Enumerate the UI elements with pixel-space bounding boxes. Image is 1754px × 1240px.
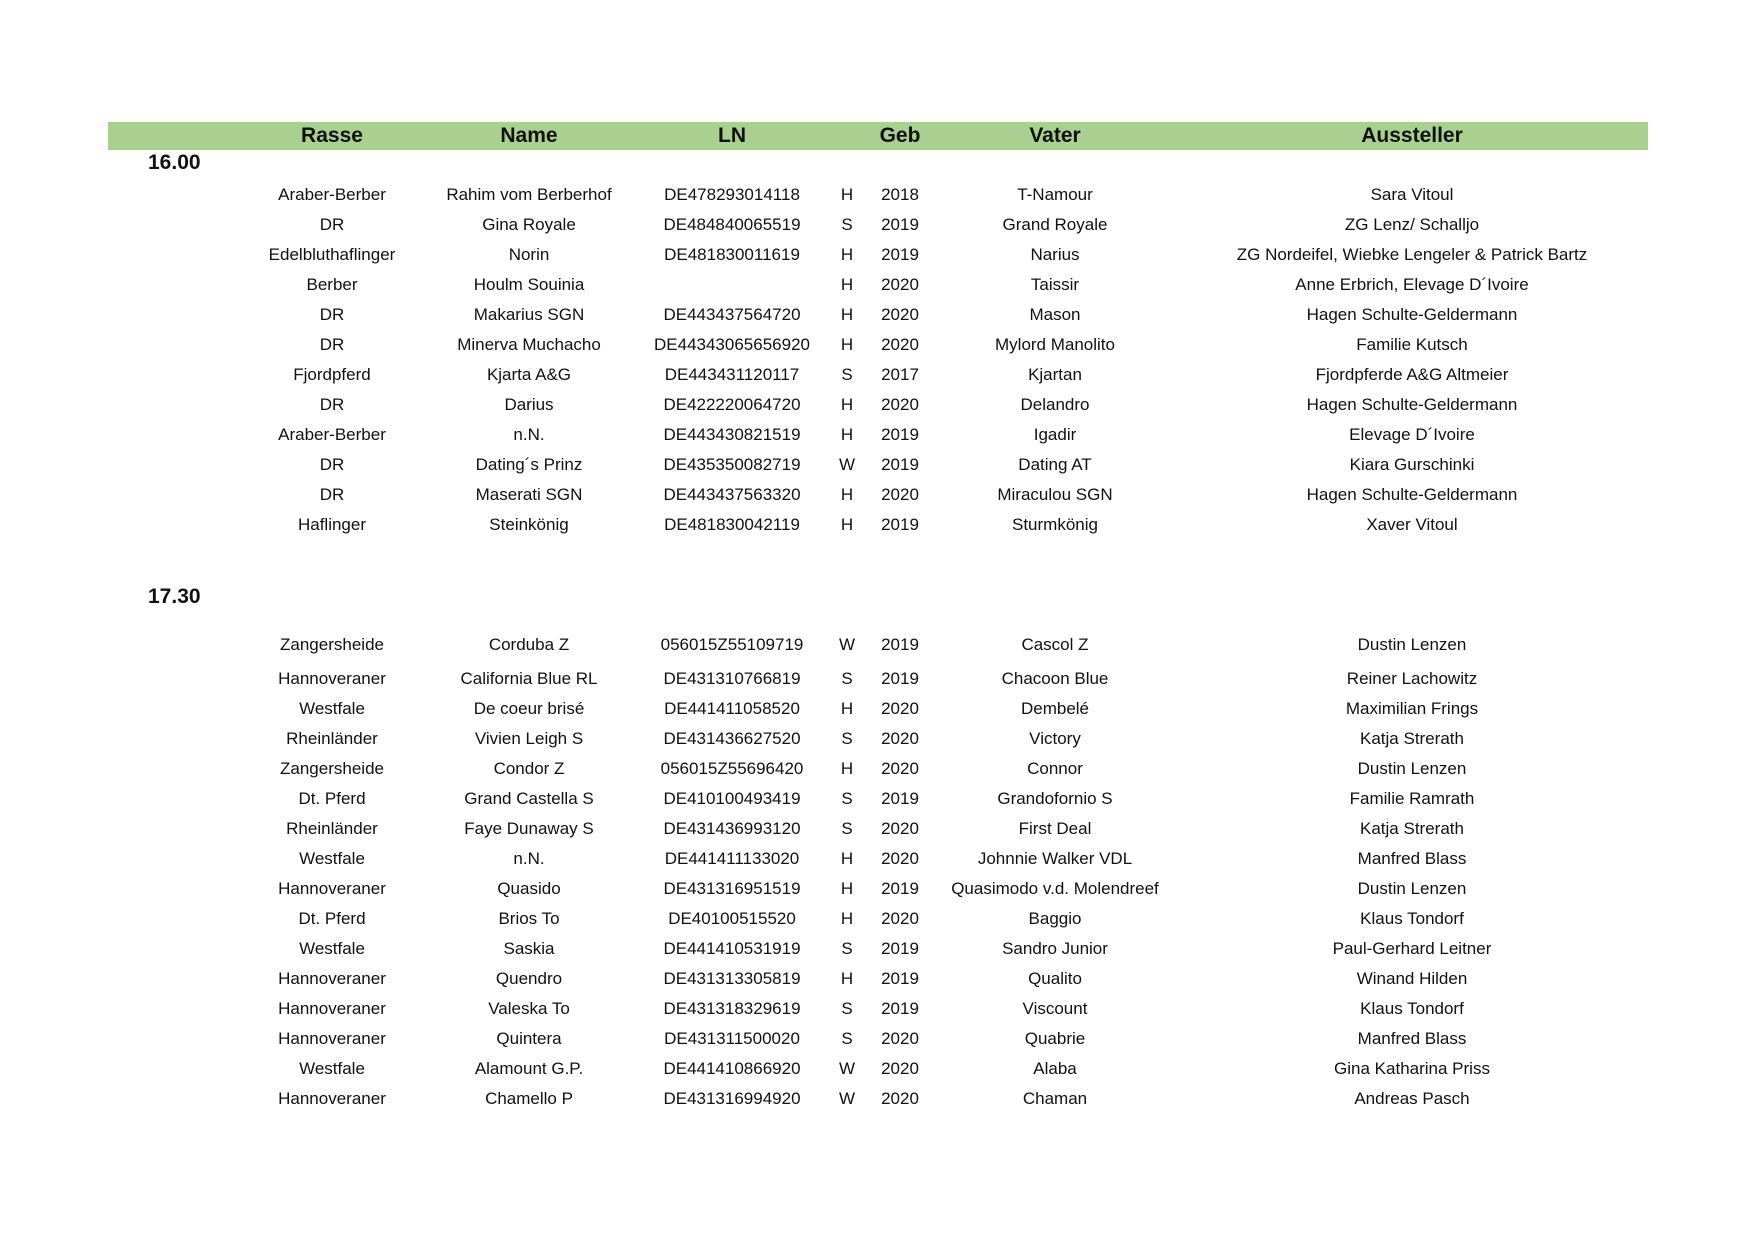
table-row bbox=[0, 904, 1754, 934]
cell-geb: 2019 bbox=[881, 215, 919, 234]
header-name: Name bbox=[500, 124, 558, 147]
cell-ln: DE443437564720 bbox=[663, 305, 801, 324]
cell-aussteller: Paul-Gerhard Leitner bbox=[1332, 939, 1492, 958]
cell-ln: DE441411133020 bbox=[664, 849, 800, 868]
cell-sex: S bbox=[841, 1029, 853, 1048]
cell-rasse: DR bbox=[319, 455, 345, 474]
cell-geb: 2019 bbox=[881, 969, 919, 988]
table-row bbox=[0, 814, 1754, 844]
cell-sex: H bbox=[840, 335, 854, 354]
cell-geb: 2020 bbox=[881, 909, 919, 928]
cell-aussteller: Klaus Tondorf bbox=[1360, 999, 1464, 1018]
cell-sex: W bbox=[838, 635, 856, 654]
table-row bbox=[0, 210, 1754, 240]
cell-ln: DE431311500020 bbox=[664, 1029, 800, 1048]
cell-sex: H bbox=[840, 515, 854, 534]
cell-rasse: Hannoveraner bbox=[278, 969, 386, 988]
cell-geb: 2019 bbox=[881, 879, 919, 898]
cell-geb: 2019 bbox=[881, 635, 919, 654]
cell-aussteller: Reiner Lachowitz bbox=[1346, 669, 1478, 688]
cell-rasse: Araber-Berber bbox=[278, 425, 386, 444]
cell-rasse: Hannoveraner bbox=[278, 999, 386, 1018]
cell-vater: Dembelé bbox=[1020, 699, 1090, 718]
cell-aussteller: Maximilian Frings bbox=[1345, 699, 1479, 718]
cell-geb: 2018 bbox=[881, 185, 919, 204]
cell-sex: H bbox=[840, 185, 854, 204]
table-row bbox=[0, 360, 1754, 390]
cell-sex: S bbox=[841, 669, 853, 688]
cell-aussteller: Hagen Schulte-Geldermann bbox=[1306, 395, 1518, 414]
cell-vater: Victory bbox=[1029, 729, 1081, 748]
cell-rasse: Hannoveraner bbox=[278, 669, 386, 688]
cell-ln: DE484840065519 bbox=[663, 215, 801, 234]
cell-ln: DE481830042119 bbox=[664, 515, 800, 534]
cell-vater: Mylord Manolito bbox=[995, 335, 1115, 354]
cell-ln: DE44343065656920 bbox=[654, 335, 810, 354]
cell-vater: Delandro bbox=[1020, 395, 1090, 414]
cell-name: Dating´s Prinz bbox=[475, 455, 583, 474]
cell-ln: DE441411058520 bbox=[664, 699, 800, 718]
cell-vater: Baggio bbox=[1028, 909, 1082, 928]
cell-name: Chamello P bbox=[485, 1089, 573, 1108]
cell-sex: H bbox=[840, 699, 854, 718]
cell-ln: 056015Z55109719 bbox=[660, 635, 804, 654]
cell-rasse: DR bbox=[319, 305, 345, 324]
cell-sex: H bbox=[840, 275, 854, 294]
table-row bbox=[0, 480, 1754, 510]
cell-sex: H bbox=[840, 395, 854, 414]
cell-ln: DE431316994920 bbox=[663, 1089, 801, 1108]
cell-name: Gina Royale bbox=[482, 215, 576, 234]
cell-ln: DE40100515520 bbox=[668, 909, 796, 928]
cell-geb: 2020 bbox=[881, 1089, 919, 1108]
cell-name: California Blue RL bbox=[460, 669, 598, 688]
cell-rasse: Hannoveraner bbox=[278, 1089, 386, 1108]
table-header bbox=[108, 122, 1648, 150]
table-row bbox=[0, 934, 1754, 964]
cell-name: Valeska To bbox=[488, 999, 570, 1018]
cell-rasse: Westfale bbox=[299, 939, 365, 958]
cell-sex: S bbox=[841, 215, 853, 234]
table-row bbox=[0, 330, 1754, 360]
cell-geb: 2020 bbox=[881, 485, 919, 504]
cell-name: Quendro bbox=[495, 969, 563, 988]
cell-vater: Chacoon Blue bbox=[1001, 669, 1109, 688]
cell-vater: Quabrie bbox=[1024, 1029, 1086, 1048]
cell-name: Quasido bbox=[497, 879, 561, 898]
cell-rasse: Westfale bbox=[299, 699, 365, 718]
cell-name: Vivien Leigh S bbox=[474, 729, 584, 748]
cell-rasse: Haflinger bbox=[297, 515, 367, 534]
table-row bbox=[0, 390, 1754, 420]
cell-sex: H bbox=[840, 849, 854, 868]
cell-ln: DE431310766819 bbox=[663, 669, 801, 688]
table-row bbox=[0, 784, 1754, 814]
cell-rasse: Zangersheide bbox=[280, 759, 384, 778]
header-geb: Geb bbox=[879, 124, 921, 147]
cell-sex: S bbox=[841, 819, 853, 838]
header-aussteller: Aussteller bbox=[1361, 124, 1463, 147]
cell-ln: DE441410531919 bbox=[663, 939, 801, 958]
cell-vater: Connor bbox=[1027, 759, 1083, 778]
header-ln: LN bbox=[718, 124, 746, 147]
cell-name: Alamount G.P. bbox=[474, 1059, 584, 1078]
cell-rasse: Araber-Berber bbox=[278, 185, 386, 204]
cell-name: Saskia bbox=[503, 939, 555, 958]
cell-name: Minerva Muchacho bbox=[457, 335, 601, 354]
cell-ln: DE435350082719 bbox=[663, 455, 801, 474]
table-row bbox=[0, 724, 1754, 754]
cell-rasse: DR bbox=[319, 485, 345, 504]
cell-vater: First Deal bbox=[1018, 819, 1092, 838]
cell-geb: 2020 bbox=[881, 849, 919, 868]
table-row bbox=[0, 1024, 1754, 1054]
cell-ln: DE431313305819 bbox=[663, 969, 801, 988]
cell-name: De coeur brisé bbox=[473, 699, 585, 718]
cell-name: Kjarta A&G bbox=[486, 365, 572, 384]
cell-vater: Mason bbox=[1029, 305, 1081, 324]
cell-aussteller: Klaus Tondorf bbox=[1360, 909, 1464, 928]
cell-ln: DE431316951519 bbox=[663, 879, 801, 898]
cell-geb: 2019 bbox=[881, 455, 919, 474]
cell-sex: S bbox=[841, 999, 853, 1018]
cell-vater: Quasimodo v.d. Molendreef bbox=[951, 879, 1159, 898]
cell-geb: 2020 bbox=[881, 759, 919, 778]
cell-vater: Sturmkönig bbox=[1012, 515, 1098, 534]
cell-rasse: Westfale bbox=[299, 849, 365, 868]
cell-ln: 056015Z55696420 bbox=[660, 759, 804, 778]
cell-geb: 2019 bbox=[881, 245, 919, 264]
cell-sex: W bbox=[838, 1089, 856, 1108]
cell-name: Houlm Souinia bbox=[473, 275, 585, 294]
cell-ln bbox=[630, 270, 834, 300]
cell-aussteller: Sara Vitoul bbox=[1370, 185, 1454, 204]
cell-rasse: Dt. Pferd bbox=[298, 909, 366, 928]
cell-sex: H bbox=[840, 909, 854, 928]
cell-name: n.N. bbox=[513, 849, 545, 868]
cell-rasse: Hannoveraner bbox=[278, 1029, 386, 1048]
cell-rasse: DR bbox=[319, 395, 345, 414]
table-row bbox=[0, 1054, 1754, 1084]
cell-vater: Johnnie Walker VDL bbox=[977, 849, 1133, 868]
cell-sex: H bbox=[840, 759, 854, 778]
cell-vater: Taissir bbox=[1030, 275, 1080, 294]
cell-geb: 2019 bbox=[881, 425, 919, 444]
cell-ln: DE478293014118 bbox=[664, 185, 800, 204]
cell-vater: Narius bbox=[1030, 245, 1080, 264]
cell-aussteller: Manfred Blass bbox=[1357, 849, 1467, 868]
cell-aussteller: Katja Strerath bbox=[1360, 819, 1464, 838]
cell-name: n.N. bbox=[513, 425, 545, 444]
cell-geb: 2020 bbox=[881, 335, 919, 354]
table-row bbox=[0, 694, 1754, 724]
cell-sex: H bbox=[840, 305, 854, 324]
cell-geb: 2020 bbox=[881, 1029, 919, 1048]
cell-rasse: Zangersheide bbox=[280, 635, 384, 654]
cell-aussteller: ZG Lenz/ Schalljo bbox=[1344, 215, 1480, 234]
table-row bbox=[0, 450, 1754, 480]
cell-vater: Kjartan bbox=[1028, 365, 1082, 384]
cell-aussteller: Dustin Lenzen bbox=[1357, 759, 1467, 778]
table-row bbox=[0, 964, 1754, 994]
cell-geb: 2020 bbox=[881, 275, 919, 294]
cell-sex: S bbox=[841, 789, 853, 808]
cell-ln: DE443437563320 bbox=[663, 485, 801, 504]
cell-ln: DE481830011619 bbox=[664, 245, 800, 264]
table-row bbox=[0, 270, 1754, 300]
cell-vater: Alaba bbox=[1033, 1059, 1077, 1078]
cell-ln: DE443430821519 bbox=[663, 425, 801, 444]
table-row bbox=[0, 630, 1754, 660]
cell-rasse: Edelbluthaflinger bbox=[268, 245, 396, 264]
cell-name: Corduba Z bbox=[488, 635, 570, 654]
cell-name: Brios To bbox=[498, 909, 560, 928]
cell-name: Steinkönig bbox=[489, 515, 569, 534]
cell-geb: 2020 bbox=[881, 395, 919, 414]
time-slot-label: 16.00 bbox=[148, 151, 201, 174]
time-slot-label: 17.30 bbox=[148, 585, 201, 608]
cell-aussteller: Xaver Vitoul bbox=[1366, 515, 1458, 534]
cell-geb: 2019 bbox=[881, 999, 919, 1018]
cell-aussteller: Familie Ramrath bbox=[1349, 789, 1475, 808]
cell-aussteller: Kiara Gurschinki bbox=[1349, 455, 1475, 474]
cell-geb: 2019 bbox=[881, 669, 919, 688]
cell-sex: H bbox=[840, 485, 854, 504]
cell-aussteller: Hagen Schulte-Geldermann bbox=[1306, 305, 1518, 324]
cell-vater: Viscount bbox=[1022, 999, 1088, 1018]
cell-vater: Miraculou SGN bbox=[997, 485, 1113, 504]
cell-geb: 2020 bbox=[881, 819, 919, 838]
cell-vater: Dating AT bbox=[1018, 455, 1092, 474]
cell-sex: H bbox=[840, 245, 854, 264]
cell-geb: 2019 bbox=[881, 939, 919, 958]
cell-geb: 2017 bbox=[881, 365, 919, 384]
cell-vater: Igadir bbox=[1033, 425, 1077, 444]
table-row bbox=[0, 180, 1754, 210]
cell-ln: DE441410866920 bbox=[663, 1059, 801, 1078]
cell-sex: S bbox=[841, 939, 853, 958]
cell-sex: S bbox=[841, 729, 853, 748]
cell-rasse: Westfale bbox=[299, 1059, 365, 1078]
cell-ln: DE443431120117 bbox=[664, 365, 800, 384]
cell-aussteller: Anne Erbrich, Elevage D´Ivoire bbox=[1295, 275, 1529, 294]
table-row bbox=[0, 994, 1754, 1024]
cell-name: Norin bbox=[508, 245, 550, 264]
cell-sex: W bbox=[838, 1059, 856, 1078]
cell-name: Rahim vom Berberhof bbox=[446, 185, 612, 204]
cell-geb: 2020 bbox=[881, 1059, 919, 1078]
cell-rasse: Dt. Pferd bbox=[298, 789, 366, 808]
cell-aussteller: Winand Hilden bbox=[1356, 969, 1468, 988]
cell-aussteller: Manfred Blass bbox=[1357, 1029, 1467, 1048]
cell-aussteller: Andreas Pasch bbox=[1354, 1089, 1470, 1108]
cell-name: Faye Dunaway S bbox=[464, 819, 594, 838]
cell-ln: DE431436993120 bbox=[663, 819, 801, 838]
cell-aussteller: Katja Strerath bbox=[1360, 729, 1464, 748]
cell-vater: Sandro Junior bbox=[1002, 939, 1108, 958]
cell-geb: 2020 bbox=[881, 699, 919, 718]
cell-sex: H bbox=[840, 969, 854, 988]
cell-rasse: Rheinländer bbox=[286, 729, 378, 748]
cell-geb: 2020 bbox=[881, 305, 919, 324]
table-row bbox=[0, 300, 1754, 330]
table-row bbox=[0, 1084, 1754, 1114]
cell-ln: DE431436627520 bbox=[663, 729, 801, 748]
cell-aussteller: Fjordpferde A&G Altmeier bbox=[1315, 365, 1509, 384]
table-row bbox=[0, 664, 1754, 694]
cell-sex: H bbox=[840, 425, 854, 444]
table-row bbox=[0, 510, 1754, 540]
cell-sex: S bbox=[841, 365, 853, 384]
cell-aussteller: Hagen Schulte-Geldermann bbox=[1306, 485, 1518, 504]
cell-geb: 2020 bbox=[881, 729, 919, 748]
cell-aussteller: Dustin Lenzen bbox=[1357, 879, 1467, 898]
table-row bbox=[0, 874, 1754, 904]
cell-vater: Grand Royale bbox=[1002, 215, 1108, 234]
cell-sex: W bbox=[838, 455, 856, 474]
cell-rasse: Rheinländer bbox=[286, 819, 378, 838]
table-row bbox=[0, 240, 1754, 270]
cell-rasse: Berber bbox=[306, 275, 358, 294]
cell-name: Makarius SGN bbox=[473, 305, 585, 324]
cell-vater: Grandofornio S bbox=[997, 789, 1113, 808]
cell-name: Quintera bbox=[496, 1029, 562, 1048]
cell-aussteller: Familie Kutsch bbox=[1356, 335, 1468, 354]
cell-aussteller: Elevage D´Ivoire bbox=[1349, 425, 1475, 444]
header-rasse: Rasse bbox=[301, 124, 363, 147]
cell-name: Grand Castella S bbox=[464, 789, 594, 808]
cell-name: Maserati SGN bbox=[475, 485, 583, 504]
cell-ln: DE431318329619 bbox=[663, 999, 801, 1018]
cell-vater: Chaman bbox=[1022, 1089, 1088, 1108]
cell-sex: H bbox=[840, 879, 854, 898]
cell-vater: Qualito bbox=[1028, 969, 1082, 988]
cell-aussteller: Dustin Lenzen bbox=[1357, 635, 1467, 654]
cell-ln: DE422220064720 bbox=[663, 395, 801, 414]
cell-aussteller: ZG Nordeifel, Wiebke Lengeler & Patrick Bartz bbox=[1236, 245, 1588, 264]
cell-geb: 2019 bbox=[881, 789, 919, 808]
cell-aussteller: Gina Katharina Priss bbox=[1334, 1059, 1490, 1078]
cell-rasse: DR bbox=[319, 215, 345, 234]
cell-vater: Cascol Z bbox=[1021, 635, 1089, 654]
cell-name: Darius bbox=[504, 395, 554, 414]
table-row bbox=[0, 420, 1754, 450]
cell-rasse: Hannoveraner bbox=[278, 879, 386, 898]
cell-ln: DE410100493419 bbox=[663, 789, 801, 808]
table-row bbox=[0, 754, 1754, 784]
cell-rasse: Fjordpferd bbox=[293, 365, 371, 384]
cell-name: Condor Z bbox=[493, 759, 565, 778]
cell-geb: 2019 bbox=[881, 515, 919, 534]
table-row bbox=[0, 844, 1754, 874]
header-vater: Vater bbox=[1029, 124, 1081, 147]
cell-vater: T-Namour bbox=[1017, 185, 1093, 204]
cell-rasse: DR bbox=[319, 335, 345, 354]
